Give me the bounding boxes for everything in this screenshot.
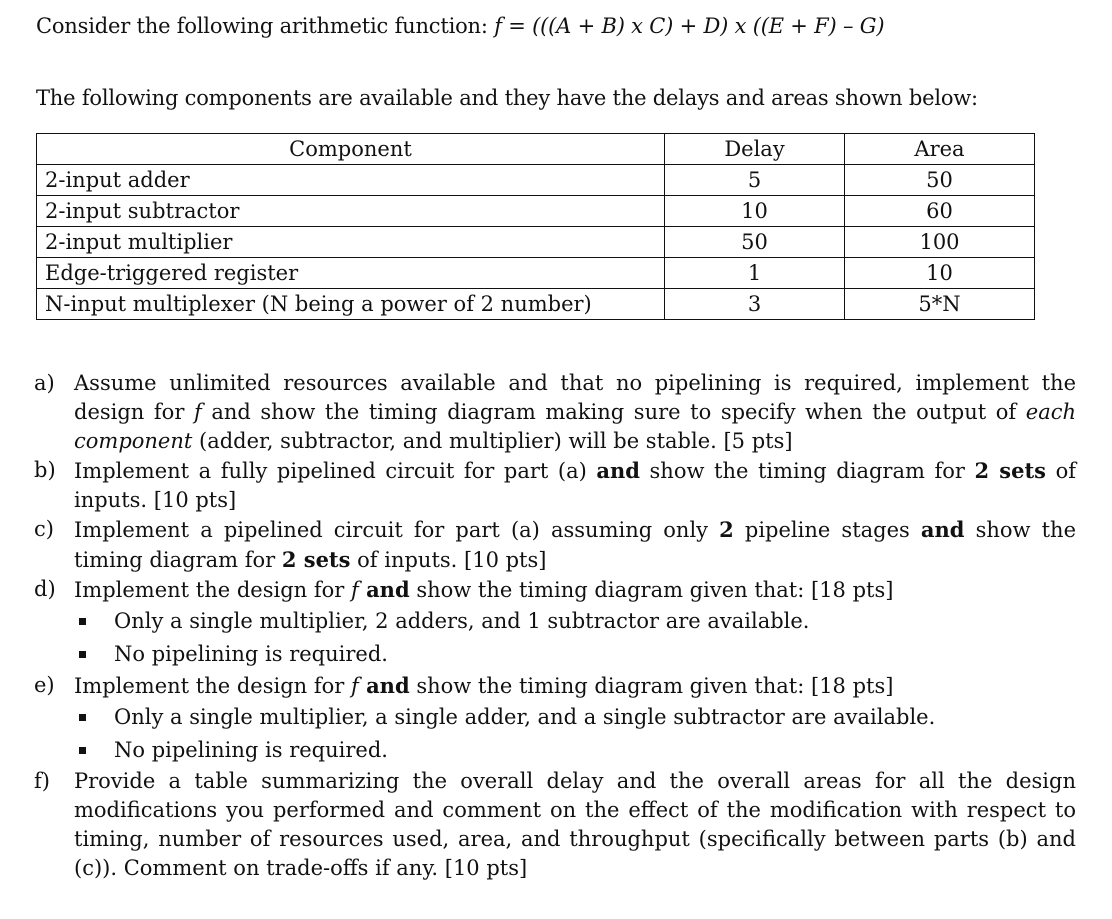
component-name: 2-input multiplier [37, 227, 665, 258]
question-text [74, 515, 1076, 575]
bullet-text: No pipelining is required. [114, 738, 388, 762]
text-run: and show the timing diagram making sure to specify when the output of [201, 400, 1026, 424]
bold-text: and [358, 577, 410, 602]
question-letter: a) [34, 371, 55, 395]
bullet-text: Only a single multiplier, a single adder, and a single subtractor are available. [114, 705, 936, 729]
table-row [37, 258, 1035, 289]
text-run: pipeline stages [733, 518, 921, 542]
component-delay: 10 [665, 196, 845, 227]
bold-text: and [358, 673, 410, 698]
bullet-square-icon [74, 605, 114, 638]
text-run: show the timing diagram given that: [18 pts] [409, 578, 894, 602]
question-list [34, 369, 1076, 883]
text-run: Implement a fully pipelined circuit for part (a) [74, 459, 597, 483]
components-intro: The following components are available and they have the delays and areas shown below: [36, 86, 978, 110]
bullet-item [74, 734, 1076, 767]
table-row [37, 196, 1035, 227]
text-run: Implement the design for [74, 578, 351, 602]
components-table [36, 133, 1035, 320]
component-area: 50 [845, 165, 1035, 196]
function-symbol: f [193, 400, 202, 424]
text-run: Implement the design for [74, 674, 351, 698]
bullet-square-icon [74, 734, 114, 767]
question-f [34, 767, 1076, 883]
function-symbol: f [350, 578, 359, 602]
component-delay: 50 [665, 227, 845, 258]
text-run: Assume unlimited resources available and that no pipelining is required, implement the design for [74, 371, 1076, 424]
text-run: show the timing diagram for [639, 459, 975, 483]
bullet-text: No pipelining is required. [114, 642, 388, 666]
bullet-item [74, 605, 1076, 638]
text-run: Implement a pipelined circuit for part (a) assuming only [74, 518, 720, 542]
question-b [34, 456, 1076, 515]
bullet-square-icon [74, 638, 114, 671]
text-run: show the timing diagram for [74, 518, 1076, 572]
text-run: of inputs. [10 pts] [74, 459, 1076, 512]
header-area: Area [845, 134, 1035, 165]
text-run: of inputs. [10 pts] [350, 548, 547, 572]
function-symbol: f [350, 674, 359, 698]
header-delay: Delay [665, 134, 845, 165]
bold-text: and [920, 517, 965, 542]
question-letter: f) [34, 769, 50, 793]
text-run: show the timing diagram given that: [18 pts] [409, 674, 894, 698]
bold-text: 2 [719, 517, 734, 542]
component-name: Edge-triggered register [37, 258, 665, 289]
question-text: Provide a table summarizing the overall delay and the overall areas for all the design modifications you performed and comment on the effect of the modification with respect to timing, number of resources used, area, and throughput (specifically between parts (b) and (c)). Comment on trade-offs if any. [10 pts] [74, 769, 1076, 880]
table-row [37, 165, 1035, 196]
component-delay: 1 [665, 258, 845, 289]
component-area: 5*N [845, 289, 1035, 320]
question-text [74, 575, 1076, 671]
question-letter: d) [34, 577, 56, 601]
question-a [34, 369, 1076, 456]
component-delay: 3 [665, 289, 845, 320]
text-run: (adder, subtractor, and multiplier) will be stable. [5 pts] [192, 429, 793, 453]
question-text [74, 369, 1076, 456]
component-name: 2-input adder [37, 165, 665, 196]
function-formula: f = (((A + B) x C) + D) x ((E + F) – G) [494, 14, 885, 38]
question-text [74, 671, 1076, 767]
component-delay: 5 [665, 165, 845, 196]
table-header-row [37, 134, 1035, 165]
component-area: 60 [845, 196, 1035, 227]
question-text [74, 456, 1076, 515]
bold-text: 2 sets [974, 458, 1047, 483]
intro-line [36, 14, 884, 38]
question-letter: e) [34, 673, 55, 697]
bold-text: and [596, 458, 640, 483]
bullet-text: Only a single multiplier, 2 adders, and 1 subtractor are available. [114, 609, 810, 633]
emphasis-text: each component [74, 400, 1076, 453]
component-name: 2-input subtractor [37, 196, 665, 227]
component-area: 10 [845, 258, 1035, 289]
bullet-item [74, 701, 1076, 734]
table-row [37, 227, 1035, 258]
question-letter: b) [34, 458, 56, 482]
bold-text: 2 sets [281, 547, 351, 572]
table-row [37, 289, 1035, 320]
component-area: 100 [845, 227, 1035, 258]
component-name: N-input multiplexer (N being a power of 2 number) [37, 289, 665, 320]
intro-prefix: Consider the following arithmetic function: [36, 14, 495, 38]
question-c [34, 515, 1076, 575]
question-letter: c) [34, 517, 54, 541]
bullet-item [74, 638, 1076, 671]
question-e [34, 671, 1076, 767]
bullet-square-icon [74, 701, 114, 734]
question-d [34, 575, 1076, 671]
header-component: Component [37, 134, 665, 165]
